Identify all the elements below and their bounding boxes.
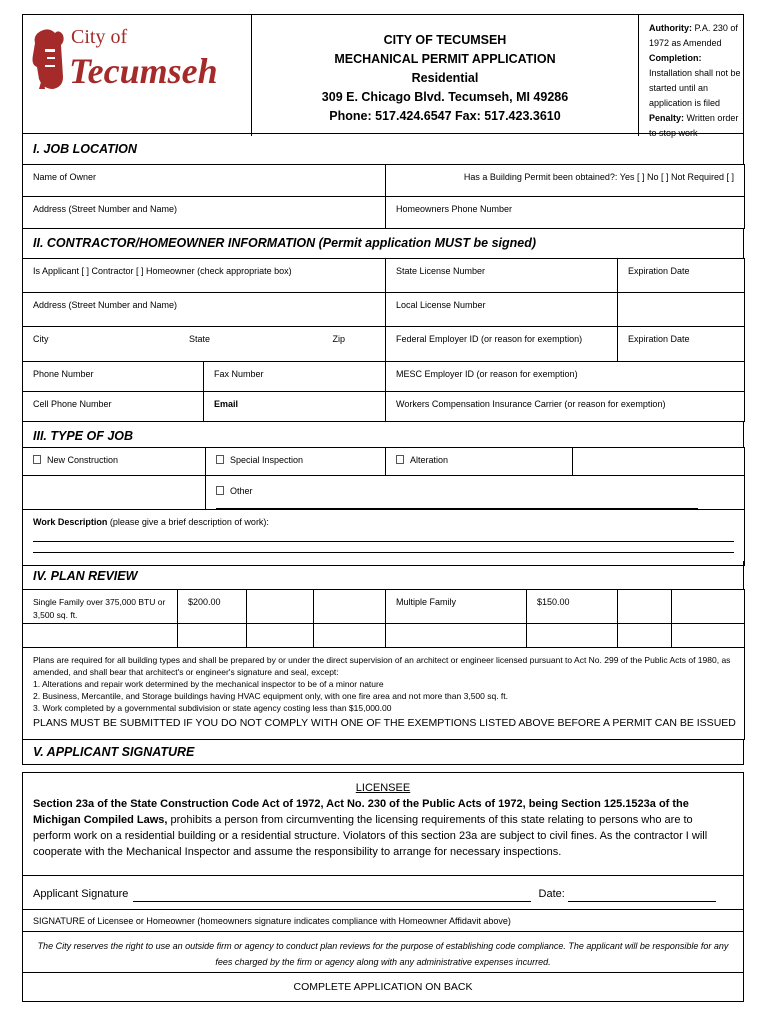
single-family-fee: $200.00 [178,590,247,624]
plan-blank-9[interactable] [386,624,527,648]
section-plan-review-heading: IV. PLAN REVIEW [22,561,744,589]
mesc-id-field[interactable]: MESC Employer ID (or reason for exemption) [386,362,745,392]
plan-blank-4[interactable] [672,590,745,624]
single-family-label: Single Family over 375,000 BTU or 3,500 sq. ft. [23,590,178,624]
other-option[interactable]: Other [206,476,745,510]
applicant-signature-line[interactable] [133,901,531,902]
work-description-line-1[interactable] [33,541,734,542]
date-line[interactable] [568,901,716,902]
plan-blank-2[interactable] [314,590,386,624]
type-of-job-table [22,447,745,566]
job-address-field[interactable]: Address (Street Number and Name) [23,197,386,229]
section-contractor-heading: II. CONTRACTOR/HOMEOWNER INFORMATION (Permit application MUST be signed) [22,228,744,258]
section-job-location-heading: I. JOB LOCATION [22,134,744,164]
owner-name-field[interactable]: Name of Owner [23,165,386,197]
applicant-type-field[interactable]: Is Applicant [ ] Contractor [ ] Homeowner (check appropriate box) [23,259,386,293]
complete-on-back: COMPLETE APPLICATION ON BACK [22,972,744,1002]
authority-box: Authority: P.A. 230 of 1972 as Amended Completion: Installation shall not be started until an application is filed Penalty: Written order to stop work [649,23,741,138]
plan-blank-6[interactable] [178,624,247,648]
signature-row: Applicant Signature Date: [23,875,743,902]
header [22,14,744,138]
title-line-2: MECHANICAL PERMIT APPLICATION [334,52,556,66]
title-line-3: Residential [411,71,479,85]
type-blank-cell [573,448,745,476]
section-signature-heading: V. APPLICANT SIGNATURE [22,739,744,765]
new-construction-checkbox[interactable] [33,455,41,464]
plan-blank-5[interactable] [23,624,178,648]
other-checkbox[interactable] [216,486,224,495]
state-license-field[interactable]: State License Number [386,259,618,293]
plan-review-table [22,589,745,740]
plan-blank-7[interactable] [247,624,314,648]
svg-text:Tecumseh: Tecumseh [69,51,218,91]
job-location-table [22,164,745,229]
homeowner-phone-field[interactable]: Homeowners Phone Number [386,197,745,229]
plan-blank-3[interactable] [618,590,672,624]
title-line-4: 309 E. Chicago Blvd. Tecumseh, MI 49286 [321,90,569,104]
contractor-address-field[interactable]: Address (Street Number and Name) [23,293,386,327]
plan-blank-12[interactable] [672,624,745,648]
title-line-1: CITY OF TECUMSEH [383,33,507,47]
other-line[interactable] [216,508,698,509]
fax-number-field[interactable]: Fax Number [204,362,386,392]
phone-number-field[interactable]: Phone Number [23,362,204,392]
building-permit-field[interactable]: Has a Building Permit been obtained?: Yes [ ] No [ ] Not Required [ ] [386,165,745,197]
licensee-heading: LICENSEE [355,782,411,794]
federal-id-expiration-field[interactable]: Expiration Date [618,327,745,362]
special-inspection-checkbox[interactable] [216,455,224,464]
tecumseh-logo-icon [23,15,251,135]
plan-blank-10[interactable] [527,624,618,648]
alteration-checkbox[interactable] [396,455,404,464]
work-description-line-2[interactable] [33,552,734,553]
workers-comp-field[interactable]: Workers Compensation Insurance Carrier (or reason for exemption) [386,392,745,422]
state-license-expiration-field[interactable]: Expiration Date [618,259,745,293]
local-license-blank[interactable] [618,293,745,327]
plans-requirements: Plans are required for all building types and shall be prepared by or under the direct supervision of an architect or engineer licensed pursuant to Act No. 299 of the Public Acts of 1980, as amended, and shall bear that architect's or engineer's signature and seal, except: 1. Alterations and repair work determined by the mechanical inspector to be of a minor nature 2. Business, Mercantile, and Storage buildings having HVAC equipment only, with one fire area and not more than 3,500 sq. ft. 3. Work completed by a governmental subdivision or state agency costing less than $15,000.00 PLANS MUST BE SUBMITTED IF YOU DO NOT COMPLY WITH ONE OF THE EXEMPTIONS LISTED ABOVE BEFORE A PERMIT CAN BE ISSUED [23,648,745,740]
city-state-zip-field[interactable]: City State Zip [23,327,386,362]
city-logo [23,15,251,135]
new-construction-option[interactable]: New Construction [23,448,206,476]
title-box [251,14,639,136]
federal-id-field[interactable]: Federal Employer ID (or reason for exemption) [386,327,618,362]
multiple-family-label: Multiple Family [386,590,527,624]
plans-must-notice: PLANS MUST BE SUBMITTED IF YOU DO NOT COMPLY WITH ONE OF THE EXEMPTIONS LISTED ABOVE BEFORE A PERMIT CAN BE ISSUED [33,717,736,729]
section-type-of-job-heading: III. TYPE OF JOB [22,421,744,447]
multiple-family-fee: $150.00 [527,590,618,624]
title-line-5: Phone: 517.424.6547 Fax: 517.423.3610 [329,109,561,123]
reserve-notice: The City reserves the right to use an outside firm or agency to conduct plan reviews for the purpose of establishing code compliance. The applicant will be responsible for any fees charged by the firm or agency along with any administrative expenses incurred. [22,932,744,972]
plan-blank-11[interactable] [618,624,672,648]
cell-phone-field[interactable]: Cell Phone Number [23,392,204,422]
type-blank-cell-2 [23,476,206,510]
contractor-table [22,258,745,422]
plan-blank-1[interactable] [247,590,314,624]
alteration-option[interactable]: Alteration [386,448,573,476]
local-license-field[interactable]: Local License Number [386,293,618,327]
email-field[interactable]: Email [204,392,386,422]
plan-blank-8[interactable] [314,624,386,648]
signature-note: SIGNATURE of Licensee or Homeowner (homeowners signature indicates compliance with Homeowner Affidavit above) [22,910,744,932]
licensee-statement: Section 23a of the State Construction Code Act of 1972, Act No. 230 of the Public Acts of 1972, being Section 125.1523a of the Michigan Compiled Laws, prohibits a person from circumventing the licensing requirements of this state relating to persons who are to perform work on a residential building or a residential structure. Violators of this section 23a are subject to civil fines. As the contractor I will cooperate with the Mechanical Inspector and assume the responsibility to arrange for necessary inspections. [33,798,708,858]
svg-text:City of: City of [71,26,128,48]
special-inspection-option[interactable]: Special Inspection [206,448,386,476]
licensee-box [22,772,744,910]
work-description-field[interactable]: Work Description (please give a brief description of work): [23,510,745,566]
